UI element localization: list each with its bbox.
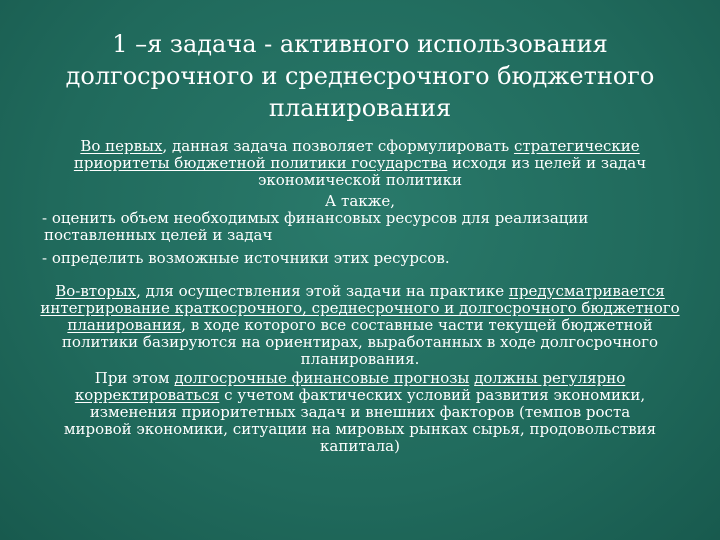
bullet-1: - оценить объем необходимых финансовых ресурсов для реализации поставленных целей и задач: [42, 209, 589, 244]
first-text-1: , данная задача позволяет сформулировать: [162, 137, 514, 155]
first-underlined-priorities: стратегические приоритеты бюджетной политики государства: [73, 137, 640, 172]
paragraph-third: [20, 370, 700, 455]
second-text-2: , в ходе которого все составные части текущей бюджетной политики базируются на ориентирах, выработанных в ходе долгосрочного планирования.: [61, 316, 659, 368]
second-underlined-integration: предусматривается интегрирование краткосрочного, среднесрочного и долгосрочного бюджетного планирования: [40, 282, 680, 334]
third-underlined-forecasts: долгосрочные финансовые прогнозы: [174, 369, 470, 387]
slide-body: [20, 138, 700, 455]
first-lead: Во первых: [80, 137, 163, 155]
third-underlined-adjust: должны регулярно корректироваться: [74, 369, 626, 404]
second-lead: Во-вторых: [55, 282, 137, 300]
third-text-3: с учетом фактических условий развития экономики, изменения приоритетных задач и внешних факторов (темпов роста мировой экономики, ситуации на мировых рынках сырья, продовольствия капитала): [63, 386, 657, 455]
first-text-2: исходя из целей и задач экономической политики: [257, 154, 647, 189]
slide-title: 1 –я задача - активного использования долгосрочного и среднесрочного бюджетного планирования: [65, 30, 655, 122]
third-text-1: При этом: [94, 369, 175, 387]
paragraph-second: [20, 283, 700, 368]
second-text-1: , для осуществления этой задачи на практике: [136, 282, 509, 300]
also-line: А также,: [324, 192, 396, 210]
bullet-2: - определить возможные источники этих ресурсов.: [42, 249, 450, 267]
paragraph-first: [20, 138, 700, 189]
